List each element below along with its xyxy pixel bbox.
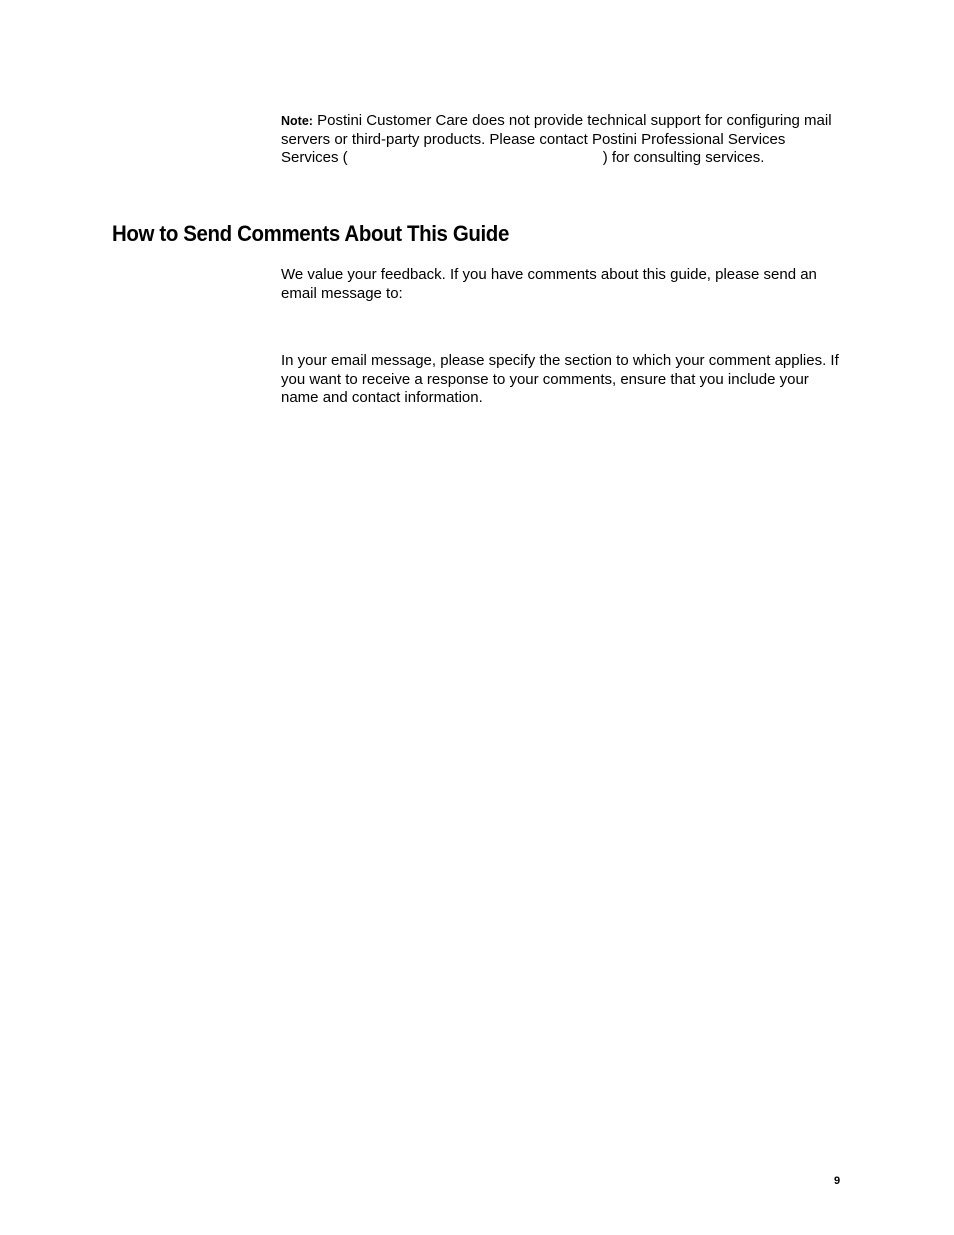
instructions-paragraph: In your email message, please specify the section to which your comment applies. If you want to receive a response to your comments, ensure that you include your name and contact information. [281, 352, 839, 406]
note-text-after: ) for consulting services. [602, 149, 765, 166]
page-number: 9 [834, 1175, 841, 1187]
feedback-paragraph: We value your feedback. If you have comments about this guide, please send an email message to: [281, 266, 817, 302]
note-block [281, 112, 846, 168]
note-label: Note: [281, 114, 313, 128]
section-heading: How to Send Comments About This Guide [112, 221, 509, 246]
note-text-before: Postini Customer Care does not provide technical support for configuring mail servers or third-party products. Please contact Postini Professional Services Services ( [281, 112, 832, 166]
